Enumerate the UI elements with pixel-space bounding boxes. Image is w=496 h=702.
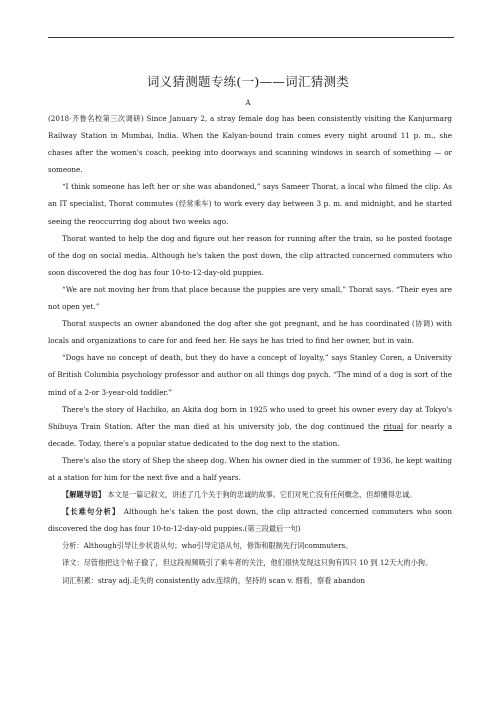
article-body	[48, 110, 452, 589]
paragraph-7-text: There's the story of Hachiko, an Akita dog born in 1925 who used to greet his owner every day at Tokyo's Shibuya Train Station. After the man died at his university job, the dog continued the	[48, 404, 452, 431]
guide-text: 本文是一篇记叙文，讲述了几个关于狗的忠诚的故事。它们对死亡没有任何概念，但却懂得忠诚。	[105, 490, 417, 500]
translation: 译文：尽管他把这个帖子撤了，但这段视频吸引了乘车者的关注，他们很快发现这只狗有四只 10 到 12天大的小狗。	[62, 558, 433, 568]
analysis-detail: 分析：Although引导让步状语从句；who引导定语从句，修饰和限制先行词commuters。	[62, 541, 353, 551]
paragraph-7-tail: for nearly a decade. Today, there's a popular statue dedicated to the dog next to the station.	[48, 421, 452, 448]
paragraph-8: There's also the story of Shep the sheep dog. When his owner died in the summer of 1936, he kept waiting at a station for him for the next five and a half years.	[48, 455, 453, 482]
page-title: 词义猜测题专练(一)——词汇猜测类	[146, 74, 350, 89]
vocabulary: 词汇积累：stray adj.走失的 consistently adv.连续的，坚持的 scan v. 细看，察看 abandon	[62, 575, 366, 585]
paragraph-5: Thorat suspects an owner abandoned the dog after she got pregnant, and he has coordinated (协调) with locals and organizations to care for and feed her. He says he has tried to find her owner, but in vain.	[48, 319, 452, 346]
paragraph-3: Thorat wanted to help the dog and figure out her reason for running after the train, so he posted footage of the dog on social media. Although he's taken the post down, the clip attracted concerned commuters who soon discovered the dog has four 10-to-12-day-old puppies.	[48, 233, 452, 277]
guide-paragraph	[48, 486, 452, 503]
analysis-paragraph	[48, 503, 452, 537]
paragraph-1: (2018·齐鲁名校第三次调研) Since January 2, a stray female dog has been consistently visiting the Kanjurmarg Railway Station in Mumbai, India. When the Kalyan-bound train comes every night around 11 p. m., she chases after the women's coach, peeking into doorways and scanning windows in search of something — or someone.	[48, 114, 452, 175]
paragraph-4: “We are not moving her from that place because the puppies are very small,” Thorat says. “Their eyes are not open yet.”	[48, 284, 452, 312]
underlined-word: ritual	[383, 421, 404, 431]
analysis-label: 【长难句分析】	[62, 507, 121, 517]
guide-label: 【解题导语】	[62, 490, 106, 500]
header-rule	[48, 37, 454, 38]
paragraph-7	[48, 401, 452, 452]
analysis-text: Although he's taken the post down, the clip attracted concerned commuters who soon discovered the dog has four 10-to-12-day-old puppies.(第三段最后一句)	[48, 507, 452, 534]
paragraph-2: “I think someone has left her or she was abandoned,” says Sameer Thorat, a local who filmed the clip. As an IT specialist, Thorat commutes (经常乘车) to work every day between 3 p. m. and midnight, and he started seeing the reoccurring dog about two weeks ago.	[48, 182, 452, 226]
section-label: A	[245, 99, 251, 107]
paragraph-6: “Dogs have no concept of death, but they do have a concept of loyalty,” says Stanley Coren, a University of British Columbia psychology professor and author on all things dog psych. “The mind of a dog is sort of the mind of a 2-or 3-year-old toddler.”	[48, 353, 452, 397]
